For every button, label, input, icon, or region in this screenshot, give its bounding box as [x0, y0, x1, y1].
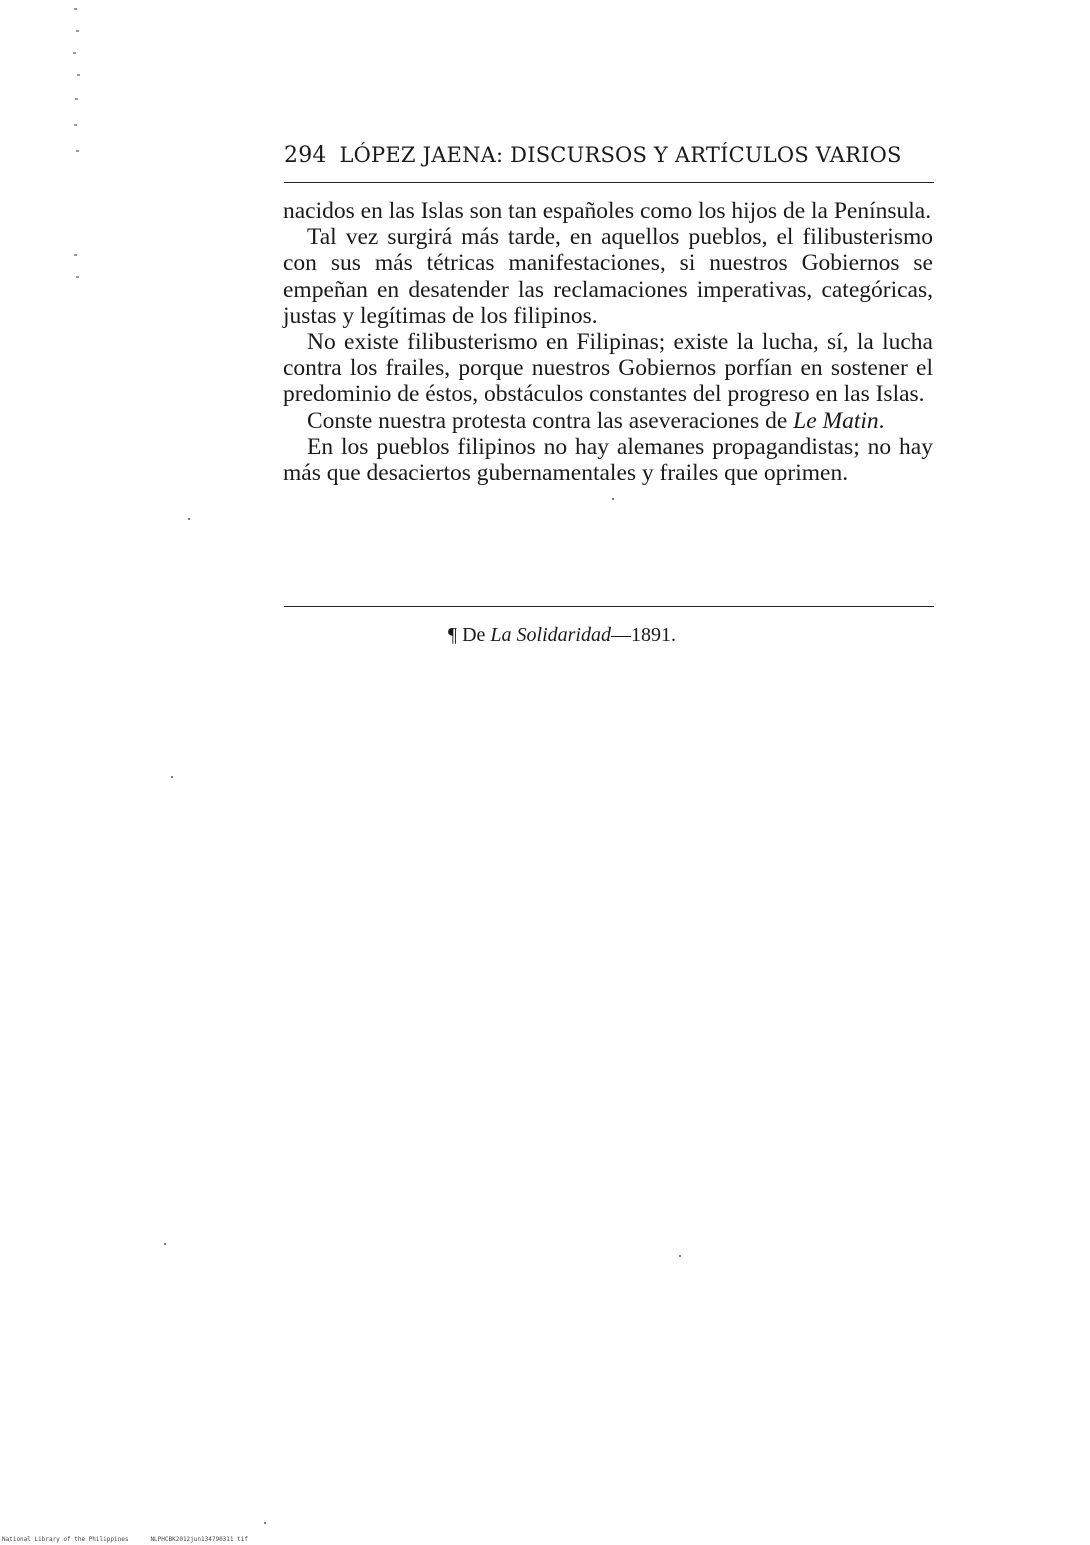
paragraph: No existe filibusterismo en Filipinas; existe la lucha, sí, la lucha contra los frailes, porque nuestros Gobiernos porfían en sostener el predominio de éstos, obstáculos constantes del progreso en las Islas.	[283, 329, 933, 408]
page-number: 294	[284, 143, 327, 168]
article-text	[283, 198, 933, 486]
scan-footer	[2, 1536, 248, 1543]
scan-filename: NLPHCBK2012jun134790311 tif	[150, 1536, 248, 1543]
library-credit: National Library of the Philippines	[2, 1536, 129, 1543]
scan-speck	[171, 776, 173, 778]
scan-speck	[612, 498, 614, 500]
scan-speck	[679, 1255, 681, 1257]
scan-speck	[164, 1243, 166, 1245]
protest-paragraph	[283, 408, 933, 434]
scan-edge-marks	[72, 0, 82, 300]
scan-speck	[188, 518, 190, 520]
source-note	[448, 624, 676, 647]
scan-speck	[264, 1522, 266, 1524]
closing-paragraph: En los pueblos filipinos no hay alemanes propagandistas; no hay más que desaciertos gubernamentales y frailes que oprimen.	[283, 433, 933, 487]
book-title: LÓPEZ JAENA: DISCURSOS Y ARTÍCULOS VARIOS	[339, 143, 902, 167]
protest-text: Conste nuestra protesta contra las aseveraciones de	[307, 407, 794, 434]
paragraph: nacidos en las Islas son tan españoles como los hijos de la Península.	[283, 198, 932, 224]
publication-name: La Solidaridad	[490, 624, 611, 646]
publication-year: —1891.	[610, 624, 676, 646]
protest-end: .	[878, 407, 885, 434]
pilcrow-mark: ¶ De	[448, 624, 491, 646]
header-rule	[284, 182, 934, 183]
paragraph: Tal vez surgirá más tarde, en aquellos pueblos, el filibusterismo con sus más tétricas manifestaciones, si nuestros Gobiernos se empeñan en desatender las reclamaciones imperativas, categóricas, justas y legítimas de los filipinos.	[283, 224, 933, 329]
newspaper-name: Le Matin	[793, 407, 879, 434]
footer-rule	[284, 606, 934, 607]
running-head	[284, 143, 936, 168]
